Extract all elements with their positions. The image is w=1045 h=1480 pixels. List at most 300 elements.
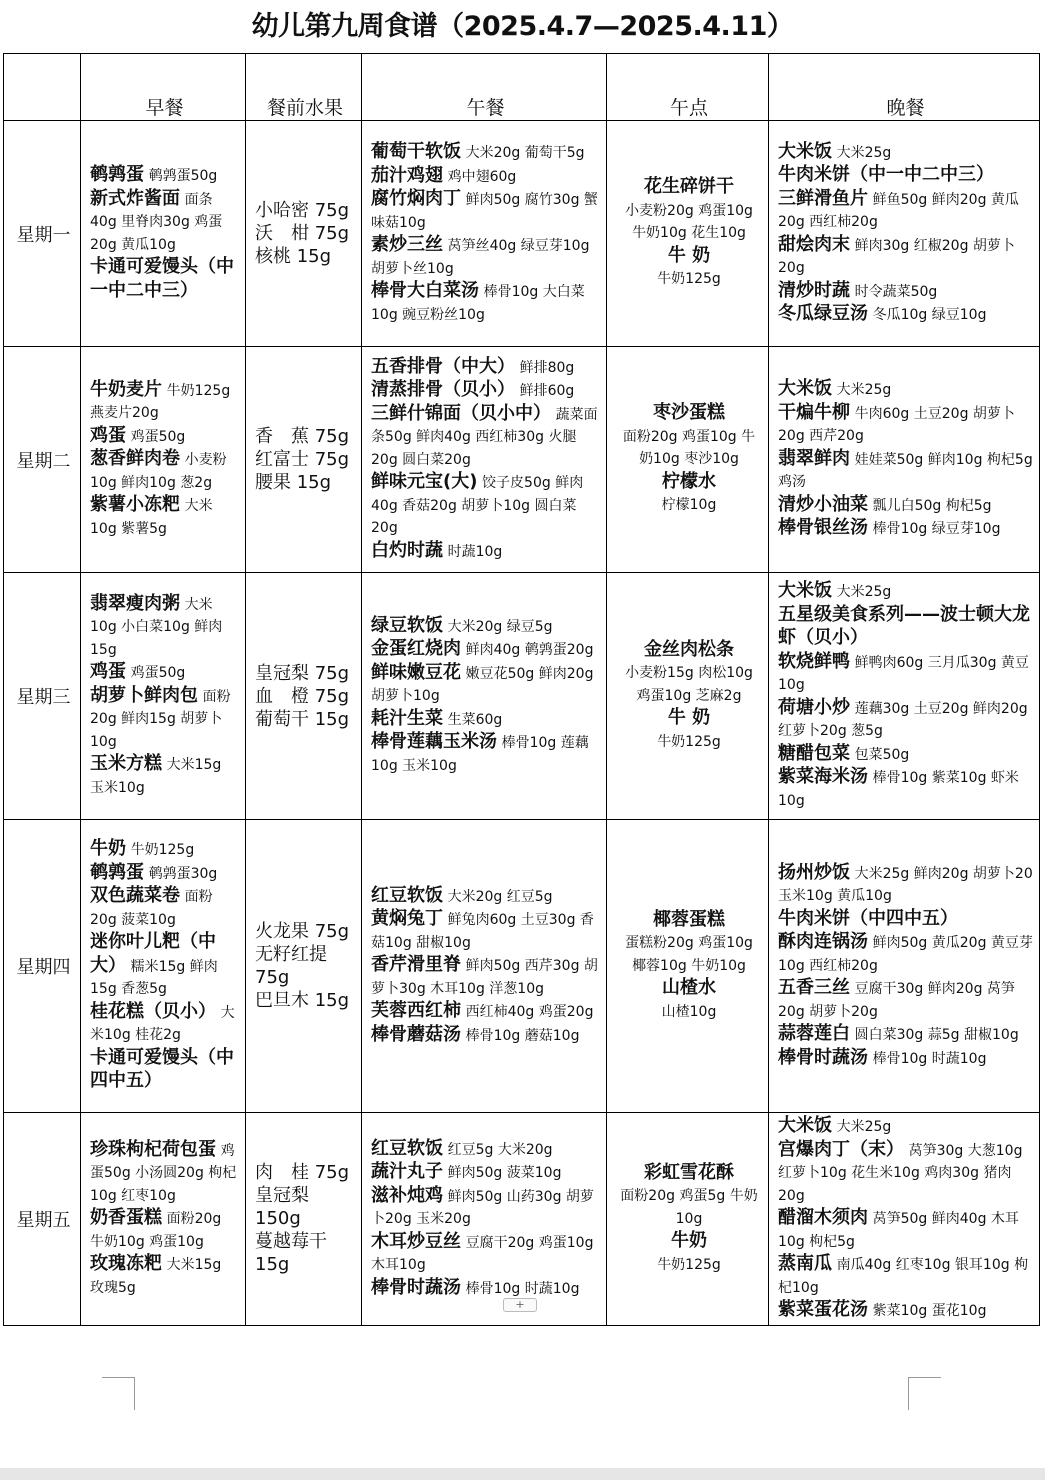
dish-item bbox=[90, 494, 239, 540]
dish-name: 金丝肉松条 bbox=[644, 638, 734, 660]
dish-item bbox=[371, 1185, 600, 1231]
dish-item bbox=[616, 176, 762, 245]
dish-name: 鲜味嫩豆花 bbox=[371, 661, 461, 683]
dish-item bbox=[616, 402, 762, 471]
dish-ingredients: 牛奶125g bbox=[657, 733, 721, 750]
header-breakfast: 早餐 bbox=[81, 54, 246, 121]
dish-ingredients: 鲜肉30g 红椒20g 胡萝卜20g bbox=[778, 237, 1015, 276]
dish-item bbox=[778, 908, 1033, 932]
lunch-cell bbox=[362, 121, 607, 347]
dish-name: 金蛋红烧肉 bbox=[371, 638, 461, 660]
dish-ingredients: 牛奶125g bbox=[657, 271, 721, 288]
dish-item bbox=[778, 448, 1033, 494]
dish-ingredients: 棒骨10g 时蔬10g bbox=[872, 1050, 987, 1067]
dish-name: 柠檬水 bbox=[662, 470, 716, 492]
dish-ingredients: 鲜排60g bbox=[519, 383, 575, 400]
dish-name: 干煸牛柳 bbox=[778, 401, 850, 423]
dish-name: 花生碎饼干 bbox=[644, 176, 734, 198]
dish-item bbox=[778, 141, 1033, 165]
dish-ingredients: 牛奶125g bbox=[130, 842, 195, 859]
dish-item bbox=[778, 1299, 1033, 1323]
dish-name: 蒸南瓜 bbox=[778, 1253, 832, 1274]
dish-name: 腐竹焖肉丁 bbox=[371, 188, 461, 209]
dish-item bbox=[371, 280, 600, 326]
dish-ingredients: 大米20g 红豆5g bbox=[447, 888, 553, 905]
dish-ingredients: 大米10g 桂花2g bbox=[90, 1004, 235, 1044]
dish-ingredients: 大米20g 绿豆5g bbox=[447, 618, 553, 635]
dish-name: 鲜味元宝(大) bbox=[371, 471, 478, 493]
dish-ingredients: 大米10g 小白菜10g 鲜肉15g bbox=[90, 596, 223, 658]
dish-item bbox=[371, 638, 600, 662]
dish-name: 芙蓉西红柿 bbox=[371, 1000, 461, 1022]
dish-name: 棒骨大白菜汤 bbox=[371, 280, 479, 301]
dish-item bbox=[90, 1001, 239, 1047]
dish-name: 大米饭 bbox=[778, 1115, 832, 1136]
dish-item bbox=[778, 931, 1033, 977]
dish-item bbox=[90, 931, 239, 1001]
dish-name: 耗汁生菜 bbox=[371, 707, 443, 729]
dish-ingredients: 大米25g bbox=[836, 382, 892, 399]
dish-ingredients: 红豆5g 大米20g bbox=[447, 1141, 553, 1158]
dish-name: 酥肉连锅汤 bbox=[778, 931, 868, 953]
dish-name: 扬州炒饭 bbox=[778, 861, 850, 883]
dish-item bbox=[371, 356, 600, 380]
dish-item bbox=[778, 743, 1033, 767]
dish-name: 蔬汁丸子 bbox=[371, 1161, 443, 1182]
dish-ingredients: 鲜肉50g 黄瓜20g 黄豆芽10g 西红柿20g bbox=[778, 935, 1033, 974]
dish-name: 黄焖兔丁 bbox=[371, 908, 443, 930]
dish-item bbox=[90, 379, 239, 425]
dish-name: 红豆软饭 bbox=[371, 1137, 443, 1159]
dish-ingredients: 面条40g 里脊肉30g 鸡蛋20g 黄瓜10g bbox=[90, 191, 223, 253]
dish-name: 茄汁鸡翅 bbox=[371, 164, 443, 186]
dish-ingredients: 鸡蛋50g 小汤圆20g 枸杞10g 红枣10g bbox=[90, 1142, 237, 1204]
lunch-cell bbox=[362, 573, 607, 820]
dish-item bbox=[371, 1161, 600, 1185]
fruit-item: 皇冠梨 75g bbox=[255, 662, 350, 684]
dish-ingredients: 大米15g 玫瑰5g bbox=[90, 1257, 222, 1296]
dish-ingredients: 蔬菜面条50g 鲜肉40g 西红柿30g 火腿20g 圆白菜20g bbox=[371, 406, 598, 468]
dish-ingredients: 鲜肉50g 菠菜10g bbox=[447, 1165, 562, 1181]
dish-name: 白灼时蔬 bbox=[371, 539, 443, 561]
dish-name: 紫菜蛋花汤 bbox=[778, 1299, 868, 1320]
dish-item bbox=[371, 954, 600, 1000]
dish-name: 山楂水 bbox=[662, 977, 716, 999]
snack-cell bbox=[607, 820, 769, 1113]
dish-item bbox=[778, 766, 1033, 812]
fruit-item: 巴旦木 15g bbox=[255, 990, 350, 1011]
dish-name: 荷塘小炒 bbox=[778, 696, 850, 718]
fruit-item: 皇冠梨 150g bbox=[255, 1185, 309, 1230]
dish-item bbox=[778, 303, 1033, 327]
fruit-item: 小哈密 75g bbox=[255, 200, 350, 221]
fruit-item: 无籽红提 75g bbox=[255, 944, 327, 988]
dish-name: 木耳炒豆丝 bbox=[371, 1230, 461, 1252]
dish-name: 清蒸排骨（贝小） bbox=[371, 379, 515, 401]
dish-item bbox=[371, 1231, 600, 1277]
dish-item bbox=[90, 256, 239, 303]
dish-item bbox=[616, 977, 762, 1023]
dish-item bbox=[90, 1139, 239, 1208]
dish-name: 甜烩肉末 bbox=[778, 233, 850, 255]
dish-name: 鸡蛋 bbox=[90, 661, 126, 683]
fruit-item: 核桃 15g bbox=[255, 246, 332, 267]
bottom-scroll-bar[interactable] bbox=[0, 1468, 1045, 1480]
dish-ingredients: 棒骨10g 莲藕10g 玉米10g bbox=[371, 735, 589, 774]
day-label: 星期三 bbox=[4, 573, 81, 820]
fruit-item: 蔓越莓干 15g bbox=[255, 1231, 327, 1276]
day-row bbox=[4, 1113, 1040, 1326]
dish-ingredients: 鲜兔肉60g 土豆30g 香菇10g 甜椒10g bbox=[371, 912, 594, 951]
dish-item bbox=[371, 234, 600, 280]
dish-ingredients: 冬瓜10g 绿豆10g bbox=[872, 307, 987, 323]
dish-ingredients: 南瓜40g 红枣10g 银耳10g 枸杞10g bbox=[778, 1257, 1029, 1296]
dish-name: 醋溜木须肉 bbox=[778, 1207, 868, 1228]
dish-ingredients: 莴笋丝40g 绿豆芽10g 胡萝卜丝10g bbox=[371, 238, 590, 277]
dish-name: 鹌鹑蛋 bbox=[90, 164, 144, 185]
dish-name: 软烧鲜鸭 bbox=[778, 650, 850, 672]
day-row bbox=[4, 347, 1040, 573]
dish-name: 棒骨银丝汤 bbox=[778, 517, 868, 539]
dish-name: 新式炸酱面 bbox=[90, 187, 180, 209]
dish-name: 糖醋包菜 bbox=[778, 742, 850, 764]
dish-ingredients: 西红柿40g 鸡蛋20g bbox=[465, 1004, 594, 1021]
dish-name: 彩虹雪花酥 bbox=[644, 1161, 734, 1183]
dish-name: 三鲜什锦面（贝小中） bbox=[371, 402, 551, 424]
dish-name: 大米饭 bbox=[778, 140, 832, 162]
dish-item bbox=[616, 909, 762, 978]
snack-cell bbox=[607, 347, 769, 573]
fruit-item: 红富士 75g bbox=[255, 449, 350, 470]
dish-item bbox=[371, 1024, 600, 1048]
dish-name: 紫薯小冻粑 bbox=[90, 494, 180, 516]
dish-name: 迷你叶儿粑（中大） bbox=[90, 931, 216, 976]
dish-ingredients: 牛肉60g 土豆20g 胡萝卜20g 西芹20g bbox=[778, 405, 1015, 445]
dish-item bbox=[616, 639, 762, 708]
dish-name: 紫菜海米汤 bbox=[778, 766, 868, 787]
dish-ingredients: 娃娃菜50g 鲜肉10g 枸杞5g 鸡汤 bbox=[778, 451, 1033, 491]
dish-item bbox=[90, 1253, 239, 1299]
dish-name: 鸡蛋 bbox=[90, 424, 126, 446]
dish-ingredients: 豆腐干20g 鸡蛋10g 木耳10g bbox=[371, 1234, 594, 1273]
day-label: 星期四 bbox=[4, 820, 81, 1113]
dish-item bbox=[616, 1162, 762, 1231]
dish-name: 五星级美食系列——波士顿大龙虾（贝小） bbox=[778, 603, 1030, 648]
dish-name: 大米饭 bbox=[778, 378, 832, 400]
dish-ingredients: 面粉20g 牛奶10g 鸡蛋10g bbox=[90, 1211, 222, 1250]
dish-name: 牛 奶 bbox=[667, 244, 711, 266]
dish-item bbox=[778, 977, 1033, 1023]
snack-cell bbox=[607, 1113, 769, 1326]
page-corner-mark-left bbox=[102, 1377, 135, 1410]
dish-name: 大米饭 bbox=[778, 580, 832, 601]
dish-item bbox=[371, 379, 600, 403]
dish-ingredients: 棒骨10g 紫菜10g 虾米10g bbox=[778, 770, 1019, 809]
dish-name: 牛 奶 bbox=[667, 707, 711, 729]
dish-item bbox=[371, 885, 600, 909]
fruit-cell bbox=[246, 820, 362, 1113]
dish-item bbox=[778, 1253, 1033, 1299]
dish-item bbox=[371, 1000, 600, 1024]
dish-ingredients: 棒骨10g 时蔬10g bbox=[465, 1280, 580, 1297]
dish-item bbox=[778, 164, 1033, 188]
dish-name: 蒜蓉莲白 bbox=[778, 1023, 850, 1045]
dish-name: 牛奶麦片 bbox=[90, 378, 162, 400]
dish-ingredients: 圆白菜30g 蒜5g 甜椒10g bbox=[854, 1027, 1019, 1044]
dish-name: 棒骨蘑菇汤 bbox=[371, 1023, 461, 1045]
dish-name: 双色蔬菜卷 bbox=[90, 885, 180, 907]
dish-item bbox=[90, 164, 239, 188]
fruit-cell bbox=[246, 573, 362, 820]
fruit-cell bbox=[246, 347, 362, 573]
breakfast-cell bbox=[81, 1113, 246, 1326]
dish-name: 棒骨时蔬汤 bbox=[371, 1276, 461, 1298]
dish-ingredients: 莲藕30g 土豆20g 鲜肉20g 红萝卜20g 葱5g bbox=[778, 700, 1028, 739]
dish-item bbox=[90, 753, 239, 799]
dish-ingredients: 鸡蛋50g bbox=[130, 665, 186, 682]
dish-ingredients: 时蔬10g bbox=[447, 543, 503, 560]
fruit-item: 血 橙 75g bbox=[255, 685, 350, 707]
dish-item bbox=[371, 908, 600, 954]
dish-name: 葱香鲜肉卷 bbox=[90, 448, 180, 470]
dish-name: 桂花糕（贝小） bbox=[90, 1000, 216, 1022]
dish-name: 五香排骨（中大） bbox=[371, 355, 515, 377]
header-day bbox=[4, 54, 81, 121]
dish-item bbox=[90, 661, 239, 685]
dish-item bbox=[371, 1277, 600, 1301]
dish-item bbox=[778, 580, 1033, 604]
dish-name: 冬瓜绿豆汤 bbox=[778, 303, 868, 324]
lunch-cell bbox=[362, 347, 607, 573]
dish-ingredients: 鲜肉40g 鹌鹑蛋20g bbox=[465, 642, 594, 659]
dish-item bbox=[90, 838, 239, 862]
dish-ingredients: 瓢儿白50g 枸杞5g bbox=[872, 497, 992, 514]
dish-name: 牛奶 bbox=[90, 838, 126, 860]
dish-ingredients: 大米25g 鲜肉20g 胡萝卜20 玉米10g 黄瓜10g bbox=[778, 865, 1033, 905]
dish-name: 清炒小油菜 bbox=[778, 493, 868, 515]
dish-item bbox=[371, 141, 600, 165]
dish-ingredients: 鸡中翅60g bbox=[447, 168, 517, 185]
dish-ingredients: 蛋糕粉20g 鸡蛋10g 椰蓉10g 牛奶10g bbox=[625, 935, 753, 974]
header-fruit: 餐前水果 bbox=[246, 54, 362, 121]
dish-ingredients: 小麦粉20g 鸡蛋10g 牛奶10g 花生10g bbox=[625, 202, 753, 242]
dinner-cell bbox=[769, 347, 1040, 573]
dish-item bbox=[778, 697, 1033, 743]
dish-ingredients: 鲜鸭肉60g 三月瓜30g 黄豆10g bbox=[778, 654, 1029, 693]
dish-item bbox=[371, 188, 600, 234]
dish-item bbox=[616, 1230, 762, 1276]
fruit-item: 火龙果 75g bbox=[255, 921, 350, 942]
dish-item bbox=[90, 885, 239, 931]
dish-item bbox=[778, 1047, 1033, 1071]
day-label: 星期五 bbox=[4, 1113, 81, 1326]
fruit-item: 葡萄干 15g bbox=[255, 708, 350, 730]
dish-item bbox=[778, 1023, 1033, 1047]
dish-item bbox=[371, 471, 600, 540]
dish-ingredients: 鹌鹑蛋30g bbox=[148, 865, 218, 882]
dish-item bbox=[616, 245, 762, 291]
dish-name: 椰蓉蛋糕 bbox=[653, 908, 725, 930]
fruit-item: 香 蕉 75g bbox=[255, 426, 350, 447]
day-label: 星期二 bbox=[4, 347, 81, 573]
dish-name: 宫爆肉丁（末） bbox=[778, 1138, 904, 1160]
menu-table bbox=[3, 53, 1040, 1326]
dish-ingredients: 嫩豆花50g 鲜肉20g 胡萝卜10g bbox=[371, 665, 594, 705]
breakfast-cell bbox=[81, 121, 246, 347]
dish-ingredients: 豆腐干30g 鲜肉20g 莴笋20g 胡萝卜20g bbox=[778, 981, 1015, 1020]
lunch-cell bbox=[362, 1113, 607, 1326]
fruit-cell bbox=[246, 121, 362, 347]
dish-name: 葡萄干软饭 bbox=[371, 141, 461, 162]
breakfast-cell bbox=[81, 347, 246, 573]
dish-item bbox=[778, 517, 1033, 541]
page-corner-mark-right bbox=[908, 1377, 941, 1410]
dish-ingredients: 生菜60g bbox=[447, 711, 503, 728]
breakfast-cell bbox=[81, 820, 246, 1113]
dinner-cell bbox=[769, 1113, 1040, 1326]
dish-ingredients: 大米20g 葡萄干5g bbox=[465, 145, 585, 161]
dish-item bbox=[371, 165, 600, 189]
dish-name: 翡翠瘦肉粥 bbox=[90, 592, 180, 614]
dish-ingredients: 鸡蛋50g bbox=[130, 428, 186, 445]
dish-ingredients: 山楂10g bbox=[661, 1003, 717, 1020]
dish-item bbox=[90, 425, 239, 449]
dish-item bbox=[371, 662, 600, 708]
dish-item bbox=[371, 708, 600, 732]
fruit-item: 腰果 15g bbox=[255, 472, 332, 493]
dish-item bbox=[778, 234, 1033, 280]
dish-ingredients: 时令蔬菜50g bbox=[854, 283, 938, 300]
dish-ingredients: 紫菜10g 蛋花10g bbox=[872, 1303, 987, 1319]
dish-name: 五香三丝 bbox=[778, 977, 850, 999]
dish-item bbox=[616, 471, 762, 517]
dish-item bbox=[90, 862, 239, 886]
dish-item bbox=[778, 651, 1033, 697]
snack-cell bbox=[607, 573, 769, 820]
dish-name: 玫瑰冻粑 bbox=[90, 1253, 162, 1274]
header-dinner: 晚餐 bbox=[769, 54, 1040, 121]
dish-name: 绿豆软饭 bbox=[371, 614, 443, 636]
dish-name: 枣沙蛋糕 bbox=[653, 402, 725, 424]
header-snack: 午点 bbox=[607, 54, 769, 121]
breakfast-cell bbox=[81, 573, 246, 820]
dish-name: 珍珠枸杞荷包蛋 bbox=[90, 1138, 216, 1160]
dinner-cell bbox=[769, 121, 1040, 347]
dish-item bbox=[778, 604, 1033, 651]
dish-ingredients: 鲜肉50g 西芹30g 胡萝卜30g 木耳10g 洋葱10g bbox=[371, 958, 598, 997]
dish-item bbox=[371, 1138, 600, 1162]
dish-item bbox=[778, 494, 1033, 518]
fruit-item: 沃 柑 75g bbox=[255, 223, 350, 244]
dish-name: 鹌鹑蛋 bbox=[90, 861, 144, 883]
dish-item bbox=[778, 378, 1033, 402]
dish-ingredients: 棒骨10g 绿豆芽10g bbox=[872, 521, 1001, 538]
dish-name: 滋补炖鸡 bbox=[371, 1184, 443, 1206]
dish-name: 香芹滑里脊 bbox=[371, 954, 461, 976]
dinner-cell bbox=[769, 573, 1040, 820]
dish-ingredients: 面粉20g 鸡蛋10g 牛奶10g 枣沙10g bbox=[622, 428, 756, 468]
dish-name: 红豆软饭 bbox=[371, 884, 443, 906]
dish-name: 胡萝卜鲜肉包 bbox=[90, 684, 198, 706]
dish-item bbox=[778, 402, 1033, 448]
dish-item bbox=[90, 685, 239, 754]
dish-name: 清炒时蔬 bbox=[778, 279, 850, 301]
fruit-cell bbox=[246, 1113, 362, 1326]
dish-ingredients: 大米10g 紫薯5g bbox=[90, 498, 213, 537]
dish-ingredients: 小麦粉15g 肉松10g 鸡蛋10g 芝麻2g bbox=[625, 665, 753, 704]
dish-name: 牛肉米饼（中四中五） bbox=[778, 907, 958, 929]
dish-item bbox=[778, 1139, 1033, 1208]
dish-item bbox=[371, 615, 600, 639]
header-row bbox=[4, 54, 1040, 121]
dish-ingredients: 鹌鹑蛋50g bbox=[148, 168, 218, 184]
dish-ingredients: 面粉20g 鲜肉15g 胡萝卜10g bbox=[90, 688, 231, 750]
dish-item bbox=[778, 1115, 1033, 1139]
dish-ingredients: 鲜肉50g 腐竹30g 蟹味菇10g bbox=[371, 192, 598, 231]
dish-name: 棒骨时蔬汤 bbox=[778, 1046, 868, 1068]
dish-name: 奶香蛋糕 bbox=[90, 1207, 162, 1228]
dish-item bbox=[90, 448, 239, 494]
dish-item bbox=[778, 1207, 1033, 1253]
add-page-button[interactable]: + bbox=[503, 1298, 537, 1312]
dish-ingredients: 棒骨10g 大白菜10g 豌豆粉丝10g bbox=[371, 284, 585, 323]
dish-ingredients: 牛奶125g bbox=[657, 1256, 721, 1273]
dish-ingredients: 牛奶125g 燕麦片20g bbox=[90, 382, 231, 422]
dish-item bbox=[90, 1047, 239, 1094]
dish-item bbox=[90, 593, 239, 662]
dish-item bbox=[90, 188, 239, 257]
dish-ingredients: 鲜鱼50g 鲜肉20g 黄瓜20g 西红柿20g bbox=[778, 191, 1019, 230]
dish-item bbox=[616, 707, 762, 753]
dish-name: 牛奶 bbox=[671, 1230, 707, 1251]
dish-ingredients: 柠檬10g bbox=[661, 497, 717, 514]
dish-ingredients: 莴笋50g 鲜肉40g 木耳10g 枸杞5g bbox=[778, 1211, 1019, 1250]
header-lunch: 午餐 bbox=[362, 54, 607, 121]
dish-ingredients: 包菜50g bbox=[854, 746, 910, 763]
dish-name: 卡通可爱馒头（中一中二中三） bbox=[90, 256, 234, 301]
dish-ingredients: 面粉20g 菠菜10g bbox=[90, 889, 213, 928]
dish-ingredients: 面粉20g 鸡蛋5g 牛奶10g bbox=[620, 1188, 758, 1227]
dish-item bbox=[778, 280, 1033, 304]
dish-ingredients: 鲜排80g bbox=[519, 359, 575, 376]
dish-ingredients: 莴笋30g 大葱10g 红萝卜10g 花生米10g 鸡肉30g 猪肉20g bbox=[778, 1142, 1023, 1204]
dish-ingredients: 大米25g bbox=[836, 144, 892, 161]
dish-item bbox=[90, 1207, 239, 1253]
day-row bbox=[4, 820, 1040, 1113]
dish-ingredients: 鲜肉50g 山药30g 胡萝卜20g 玉米20g bbox=[371, 1188, 594, 1227]
dish-name: 素炒三丝 bbox=[371, 234, 443, 255]
dish-name: 翡翠鲜肉 bbox=[778, 447, 850, 469]
day-row bbox=[4, 573, 1040, 820]
snack-cell bbox=[607, 121, 769, 347]
dish-ingredients: 小麦粉10g 鲜肉10g 葱2g bbox=[90, 452, 227, 491]
dish-name: 玉米方糕 bbox=[90, 753, 162, 775]
dish-ingredients: 大米15g 玉米10g bbox=[90, 757, 222, 796]
dish-item bbox=[371, 731, 600, 777]
dish-item bbox=[371, 540, 600, 564]
dish-ingredients: 大米25g bbox=[836, 584, 892, 600]
dish-ingredients: 糯米15g 鲜肉15g 香葱5g bbox=[90, 958, 218, 998]
dish-ingredients: 饺子皮50g 鲜肉40g 香菇20g 胡萝卜10g 圆白菜20g bbox=[371, 475, 584, 537]
dish-item bbox=[778, 862, 1033, 908]
day-row bbox=[4, 121, 1040, 347]
dish-name: 三鲜滑鱼片 bbox=[778, 187, 868, 209]
dish-ingredients: 大米25g bbox=[836, 1119, 892, 1135]
day-label: 星期一 bbox=[4, 121, 81, 347]
dinner-cell bbox=[769, 820, 1040, 1113]
dish-name: 牛肉米饼（中一中二中三） bbox=[778, 164, 994, 185]
dish-name: 棒骨莲藕玉米汤 bbox=[371, 731, 497, 753]
